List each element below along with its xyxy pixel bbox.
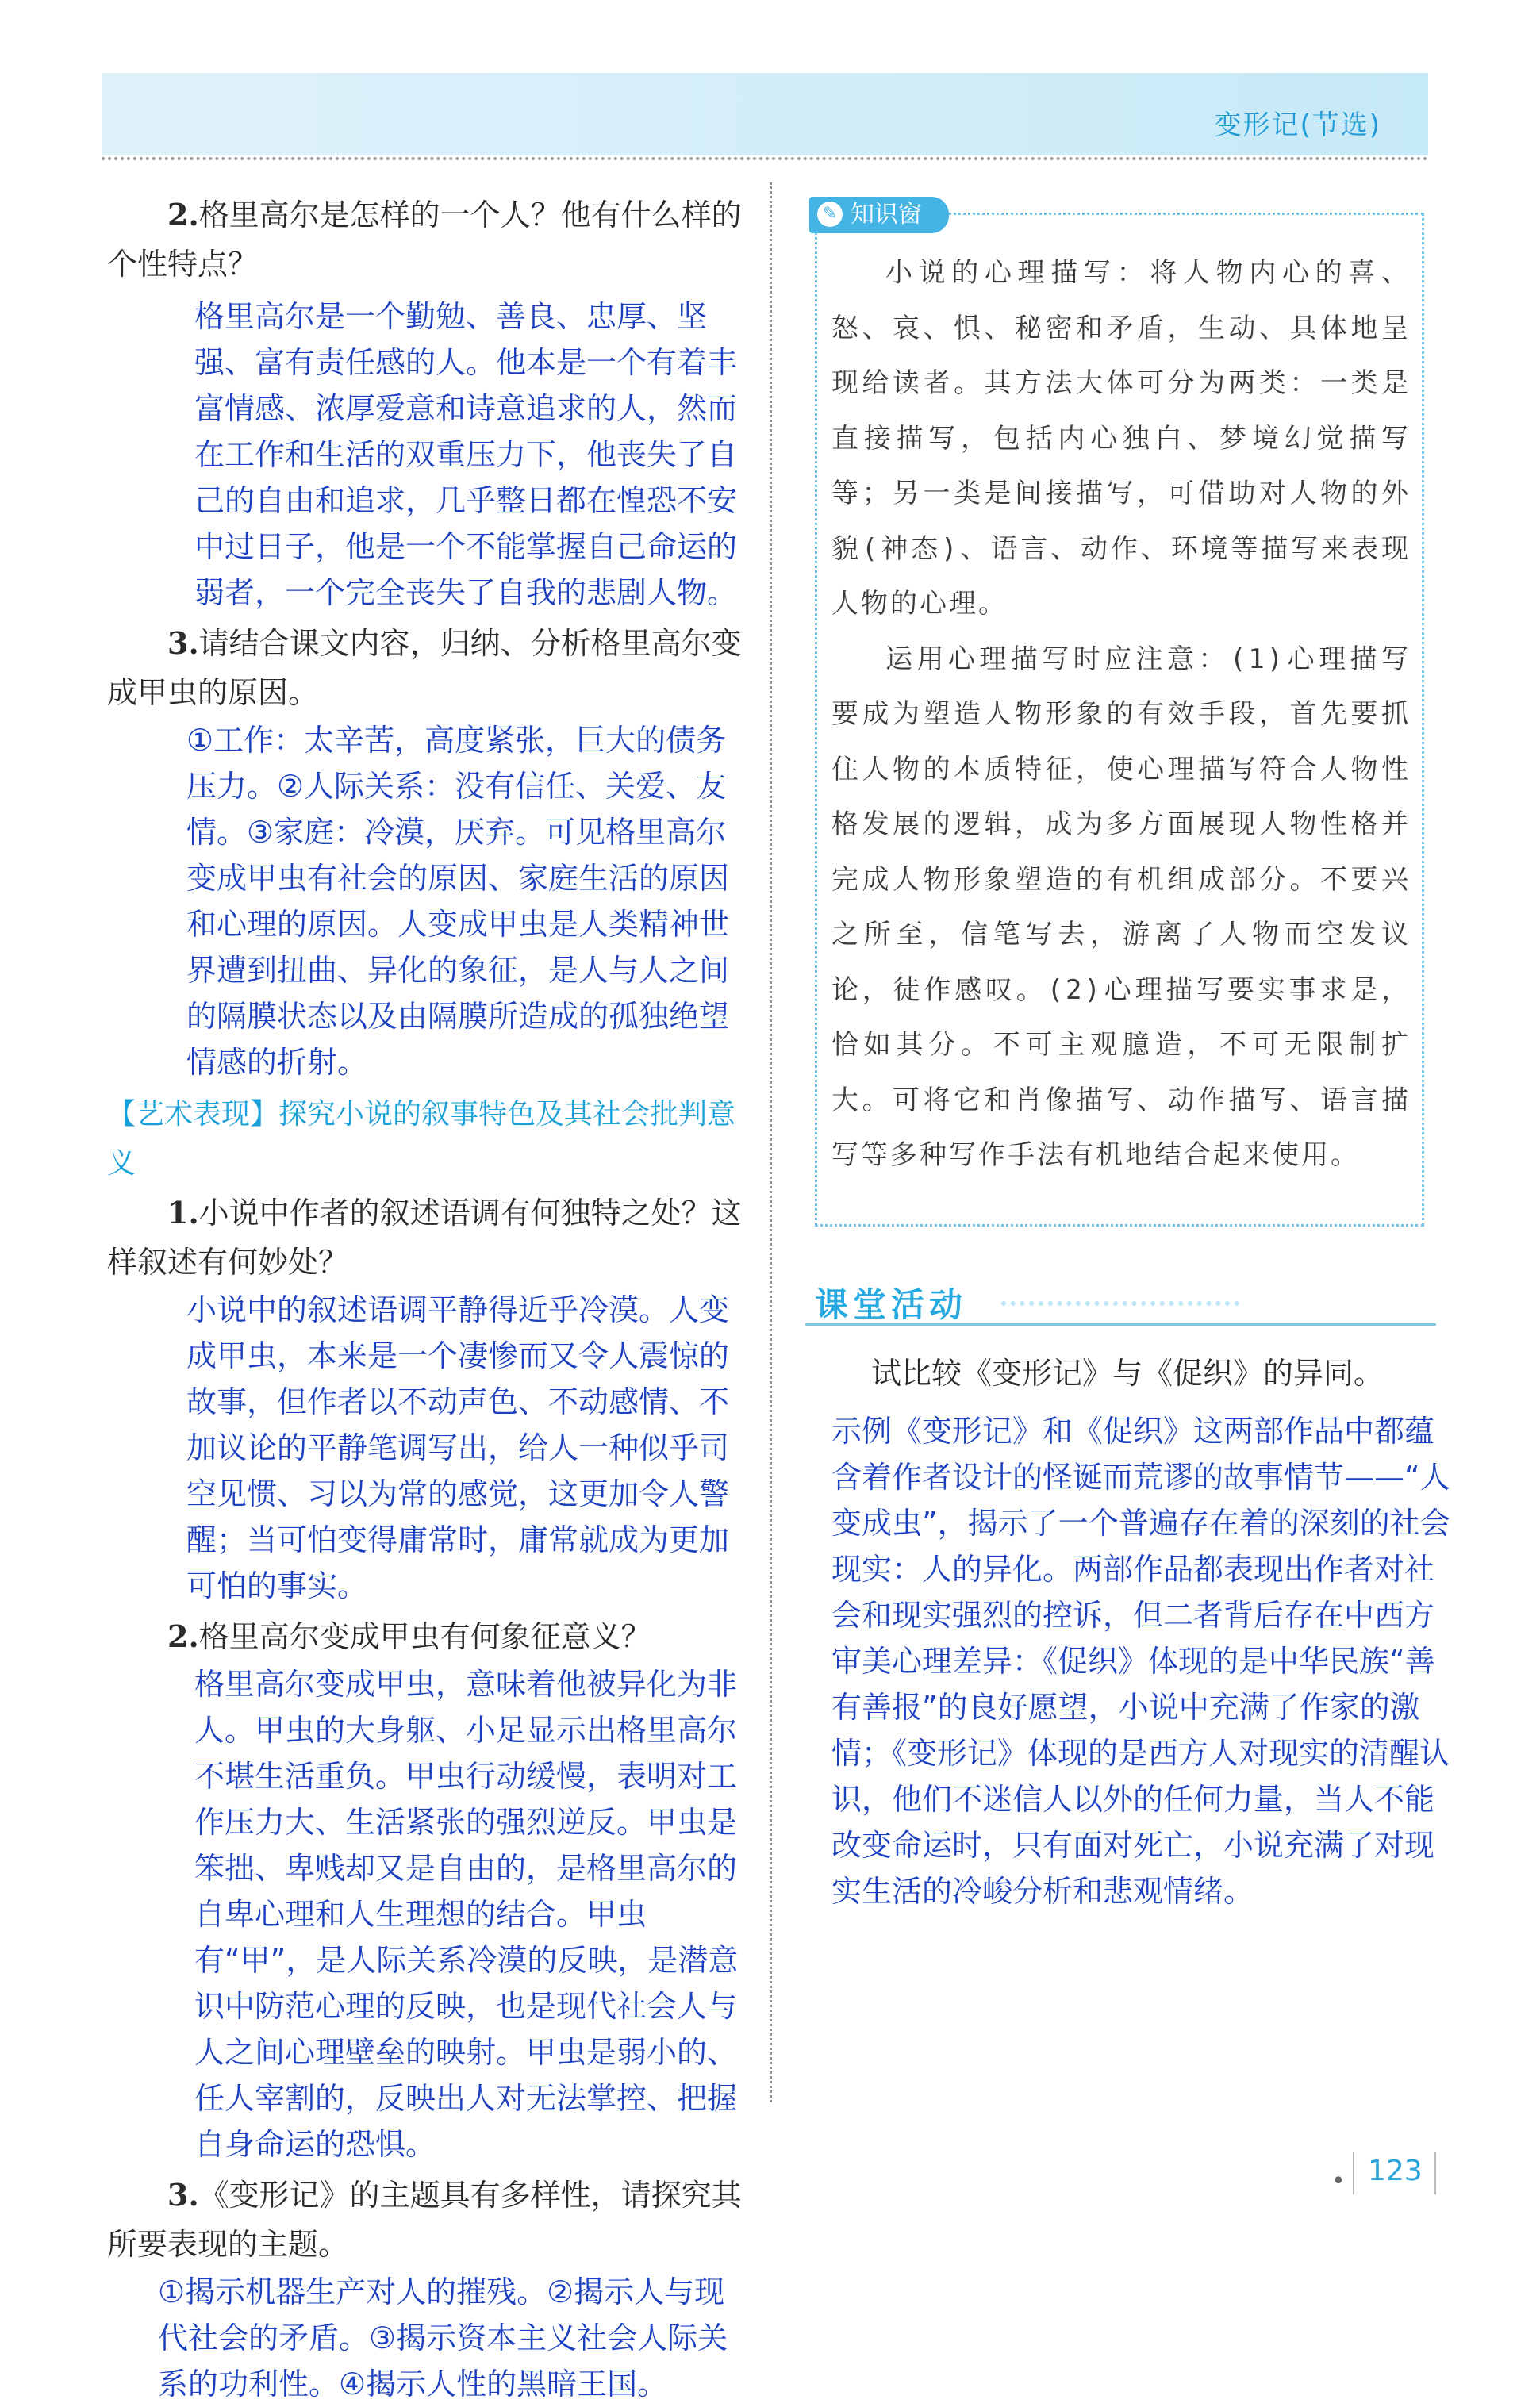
class-activity-question: 试比较《变形记》与《促织》的异同。	[871, 1356, 1384, 1391]
page-number: 123	[1368, 2155, 1423, 2187]
question-number: 1.	[167, 1195, 199, 1230]
question-4	[107, 1188, 750, 1287]
question-text: 小说中作者的叙述语调有何独特之处？这样叙述有何妙处？	[107, 1196, 742, 1280]
question-number: 3.	[167, 625, 199, 661]
answer-3: ①工作：太辛苦，高度紧张，巨大的债务压力。②人际关系：没有信任、关爱、友情。③家庭：冷漠，厌弃。可见格里高尔变成甲虫有社会的原因、家庭生活的原因和心理的原因。人变成甲虫是人类精神世界遭到扭曲、异化的象征，是人与人之间的隔膜状态以及由隔膜所造成的孤独绝望情感的折射。	[186, 723, 730, 1080]
question-3	[107, 619, 750, 717]
question-text: 请结合课文内容，归纳、分析格里高尔变成甲虫的原因。	[107, 626, 742, 710]
column-divider	[770, 182, 772, 2102]
chapter-title: 变形记(节选)	[1214, 109, 1381, 141]
question-text: 《变形记》的主题具有多样性，请探究其所要表现的主题。	[107, 2178, 742, 2262]
left-column	[107, 190, 750, 2407]
question-text: 格里高尔变成甲虫有何象征意义？	[198, 1619, 651, 1654]
question-5	[107, 1612, 750, 1661]
class-activity-underline	[805, 1323, 1436, 1326]
knowledge-window-text	[831, 246, 1411, 1184]
class-activity-answer: 示例《变形记》和《促织》这两部作品中都蕴含着作者设计的怪诞而荒谬的故事情节——“人变成虫”，揭示了一个普遍存在着的深刻的社会现实：人的异化。两部作品都表现出作者对社会和现实强烈的控诉，但二者背后存在中西方审美心理差异：《促织》体现的是中华民族“善有善报”的良好愿望，小说中充满了作家的激情；《变形记》体现的是西方人对现实的清醒认识，他们不迷信人以外的任何力量，当人不能改变命运时，只有面对死亡，小说充满了对现实生活的冷峻分析和悲观情绪。	[831, 1414, 1450, 1909]
header-divider	[102, 157, 1428, 160]
question-6	[107, 2171, 750, 2269]
knowledge-window-label: 知识窗	[851, 201, 922, 228]
footer-divider-right	[1434, 2152, 1436, 2194]
answer-4: 小说中的叙述语调平静得近乎冷漠。人变成甲虫，本来是一个凄惨而又令人震惊的故事，但作者以不动声色、不动感情、不加议论的平静笔调写出，给人一种似乎司空见惯、习以为常的感觉，这更加令人警醒；当可怕变得庸常时，庸常就成为更加可怕的事实。	[186, 1292, 730, 1603]
question-text: 格里高尔是怎样的一个人？他有什么样的个性特点？	[107, 198, 742, 282]
answer-6: ①揭示机器生产对人的摧残。②揭示人与现代社会的矛盾。③揭示资本主义社会人际关系的功利性。④揭示人性的黑暗王国。	[158, 2275, 728, 2401]
question-number: 2.	[167, 1618, 199, 1654]
knowledge-window-tag	[809, 197, 949, 233]
answer-2: 格里高尔是一个勤勉、善良、忠厚、坚强、富有责任感的人。他本是一个有着丰富情感、浓厚爱意和诗意追求的人，然而在工作和生活的双重压力下，他丧失了自己的自由和追求，几乎整日都在惶恐不安中过日子，他是一个不能掌握自己命运的弱者，一个完全丧失了自我的悲剧人物。	[194, 299, 738, 610]
question-number: 3.	[167, 2177, 199, 2213]
class-activity-decoration	[1001, 1301, 1239, 1306]
question-number: 2.	[167, 197, 199, 232]
question-2	[107, 190, 750, 289]
class-activity-title: 课堂活动	[815, 1285, 968, 1324]
pencil-icon: ✎	[817, 202, 843, 227]
footer-bullet: •	[1331, 2167, 1346, 2195]
section-heading-art: 【艺术表现】探究小说的叙事特色及其社会批判意义	[107, 1098, 736, 1180]
knowledge-paragraph-1: 小说的心理描写：将人物内心的喜、怒、哀、惧、秘密和矛盾，生动、具体地呈现给读者。其方法大体可分为两类：一类是直接描写，包括内心独白、梦境幻觉描写等；另一类是间接描写，可借助对人物的外貌(神态)、语言、动作、环境等描写来表现人物的心理。	[831, 257, 1411, 620]
knowledge-paragraph-2: 运用心理描写时应注意：(1)心理描写要成为塑造人物形象的有效手段，首先要抓住人物的本质特征，使心理描写符合人物性格发展的逻辑，成为多方面展现人物性格并完成人物形象塑造的有机组成部分。不要兴之所至，信笔写去，游离了人物而空发议论，徒作感叹。(2)心理描写要实事求是，恰如其分。不可主观臆造，不可无限制扩大。可将它和肖像描写、动作描写、语言描写等多种写作手法有机地结合起来使用。	[831, 643, 1411, 1171]
footer-divider-left	[1353, 2152, 1354, 2194]
answer-5: 格里高尔变成甲虫，意味着他被异化为非人。甲虫的大身躯、小足显示出格里高尔不堪生活重负。甲虫行动缓慢，表明对工作压力大、生活紧张的强烈逆反。甲虫是笨拙、卑贱却又是自由的，是格里高尔的自卑心理和人生理想的结合。甲虫有“甲”，是人际关系冷漠的反映，是潜意识中防范心理的反映，也是现代社会人与人之间心理壁垒的映射。甲虫是弱小的、任人宰割的，反映出人对无法掌控、把握自身命运的恐惧。	[194, 1667, 739, 2162]
